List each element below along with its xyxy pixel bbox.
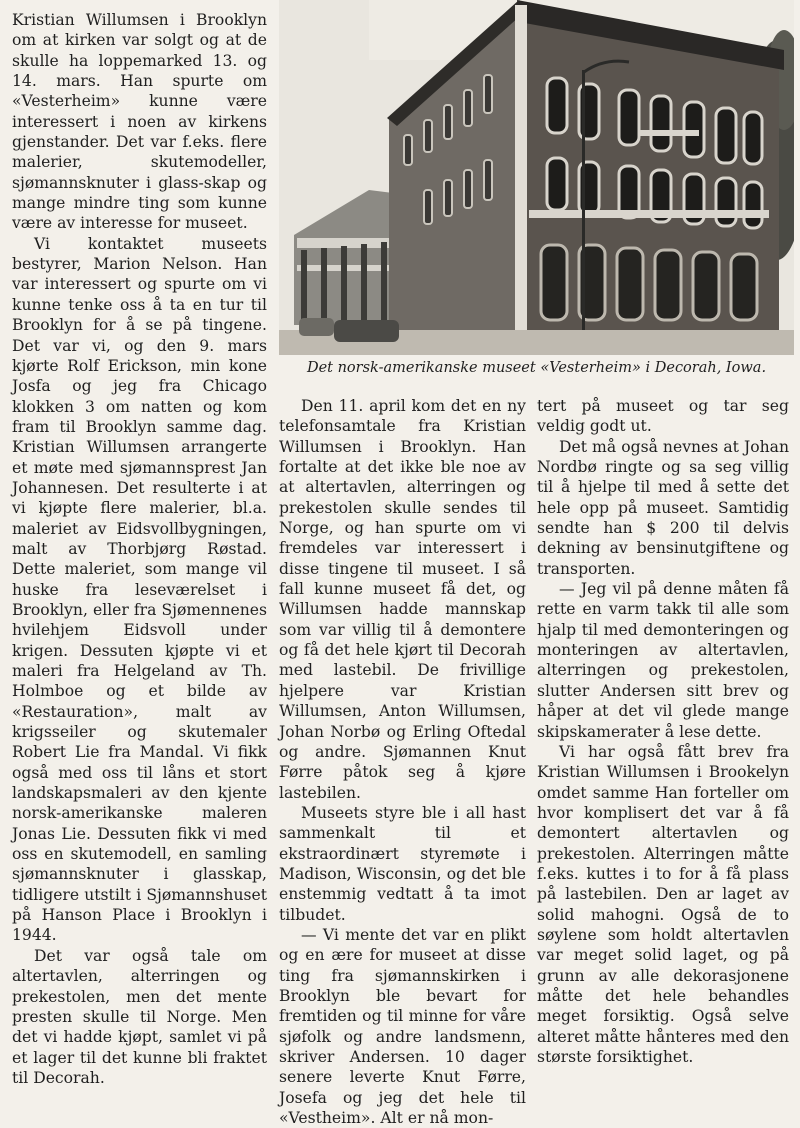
paragraph: Det må også nevnes at Johan Nordbø ringte og sa seg villig til å hjelpe til med å sette det hele opp på museet. Samtidig sendte han $ 200 til delvis dekning av bensinutgiftene og transporten. xyxy=(537,437,789,578)
paragraph: — Jeg vil på denne måten få rette en varm takk til alle som hjalp til med demonteringen og monteringen av altertavlen, alterringen og prekestolen, slutter Andersen sitt brev og håper at det vil glede mange skipskamerater å lese dette. xyxy=(537,580,789,741)
paragraph: Kristian Willumsen i Brooklyn om at kirken var solgt og at de skulle ha loppemarked 13. og 14. mars. Han spurte om «Vesterheim» kunne være interessert i noen av kirkens gjenstander. Det var f.eks. flere malerier, skutemodeller, sjømannsknuter i glass-skap og mange mindre ting som kunne være av interesse for museet. xyxy=(12,11,267,233)
article-column-3 xyxy=(537,396,789,1067)
paragraph: Det var også tale om altertavlen, alterringen og prekestolen, men det mente presten skulle til Norge. Men det vi hadde kjøpt, samlet vi på et lager til det kunne bli fraktet til Decorah. xyxy=(12,946,267,1087)
museum-photo xyxy=(279,0,794,355)
paragraph: Vi har også fått brev fra Kristian Willumsen i Brookelyn omdet samme Han forteller om hvor komplisert det var å få demontert altertavlen og prekestolen. Alterringen måtte f.eks. kuttes i to for å få plass på lastebilen. Den ar laget av solid mahogni. Også de to søylene som holdt altertavlen var meget solid laget, og på grunn av alle dekorasjonene måtte det hele behandles meget forsiktig. Også selve alteret måtte hånteres med den største forsiktighet. xyxy=(537,742,789,1066)
paragraph: Vi kontaktet museets bestyrer, Marion Nelson. Han var interessert og spurte om vi kunne tenke oss å ta en tur til Brooklyn for å se på tingene. Det var vi, og den 9. mars kjørte Rolf Erickson, min kone Josfa og jeg fra Chicago klokken 3 om natten og kom fram til Brooklyn samme dag. Kristian Willumsen arrangerte et møte med sjømannsprest Jan Johannesen. Det resulterte i at vi kjøpte flere malerier, bl.a. maleriet av Eidsvollbygningen, malt av Thorbjørg Røstad. Dette maleriet, som mange vil huske fra leseværelset i Brooklyn, eller fra Sjømennenes hvilehjem Eidsvoll under krigen. Dessuten kjøpte vi et maleri fra Helgeland av Th. Holmboe og et bilde av «Restauration», malt av krigsseiler og skutemaler Robert Lie fra Mandal. Vi fikk også med oss til låns et stort landskapsmaleri av den kjente norsk-amerikanske maleren Jonas Lie. Dessuten fikk vi med oss en skutemodell, en samling sjømannsknuter i glasskap, tidligere utstilt i Sjømannshuset på Hanson Place i Brooklyn i 1944. xyxy=(12,234,267,945)
paragraph: Den 11. april kom det en ny telefonsamtale fra Kristian Willumsen i Brooklyn. Han fortalte at det ikke ble noe av at altertavlen, alterringen og prekestolen skulle sendes til Norge, og han spurte om vi fremdeles var interessert i disse tingene til museet. I så fall kunne museet få det, og Willumsen hadde mannskap som var villig til å demontere og få det hele kjørt til Decorah med lastebil. De frivillige hjelpere var Kristian Willumsen, Anton Willumsen, Johan Norbø og Erling Oftedal og andre. Sjømannen Knut Førre påtok seg å kjøre lastebilen. xyxy=(279,397,526,802)
article-column-1 xyxy=(12,10,267,1088)
paragraph: tert på museet og tar seg veldig godt ut. xyxy=(537,397,789,436)
paragraph: — Vi mente det var en plikt og en ære for museet at disse ting fra sjømannskirken i Brooklyn ble bevart for fremtiden og til minne for våre sjøfolk og andre landsmenn, skriver Andersen. 10 dager senere leverte Knut Førre, Josefa og jeg det hele til «Vestheim». Alt er nå mon- xyxy=(279,925,526,1128)
article-column-2 xyxy=(279,396,526,1128)
paragraph: Museets styre ble i all hast sammenkalt til et ekstraordinært styremøte i Madison, Wisconsin, og det ble enstemmig vedtatt å ta imot tilbudet. xyxy=(279,803,526,924)
photo-caption: Det norsk-amerikanske museet «Vesterheim» i Decorah, Iowa. xyxy=(306,360,767,376)
